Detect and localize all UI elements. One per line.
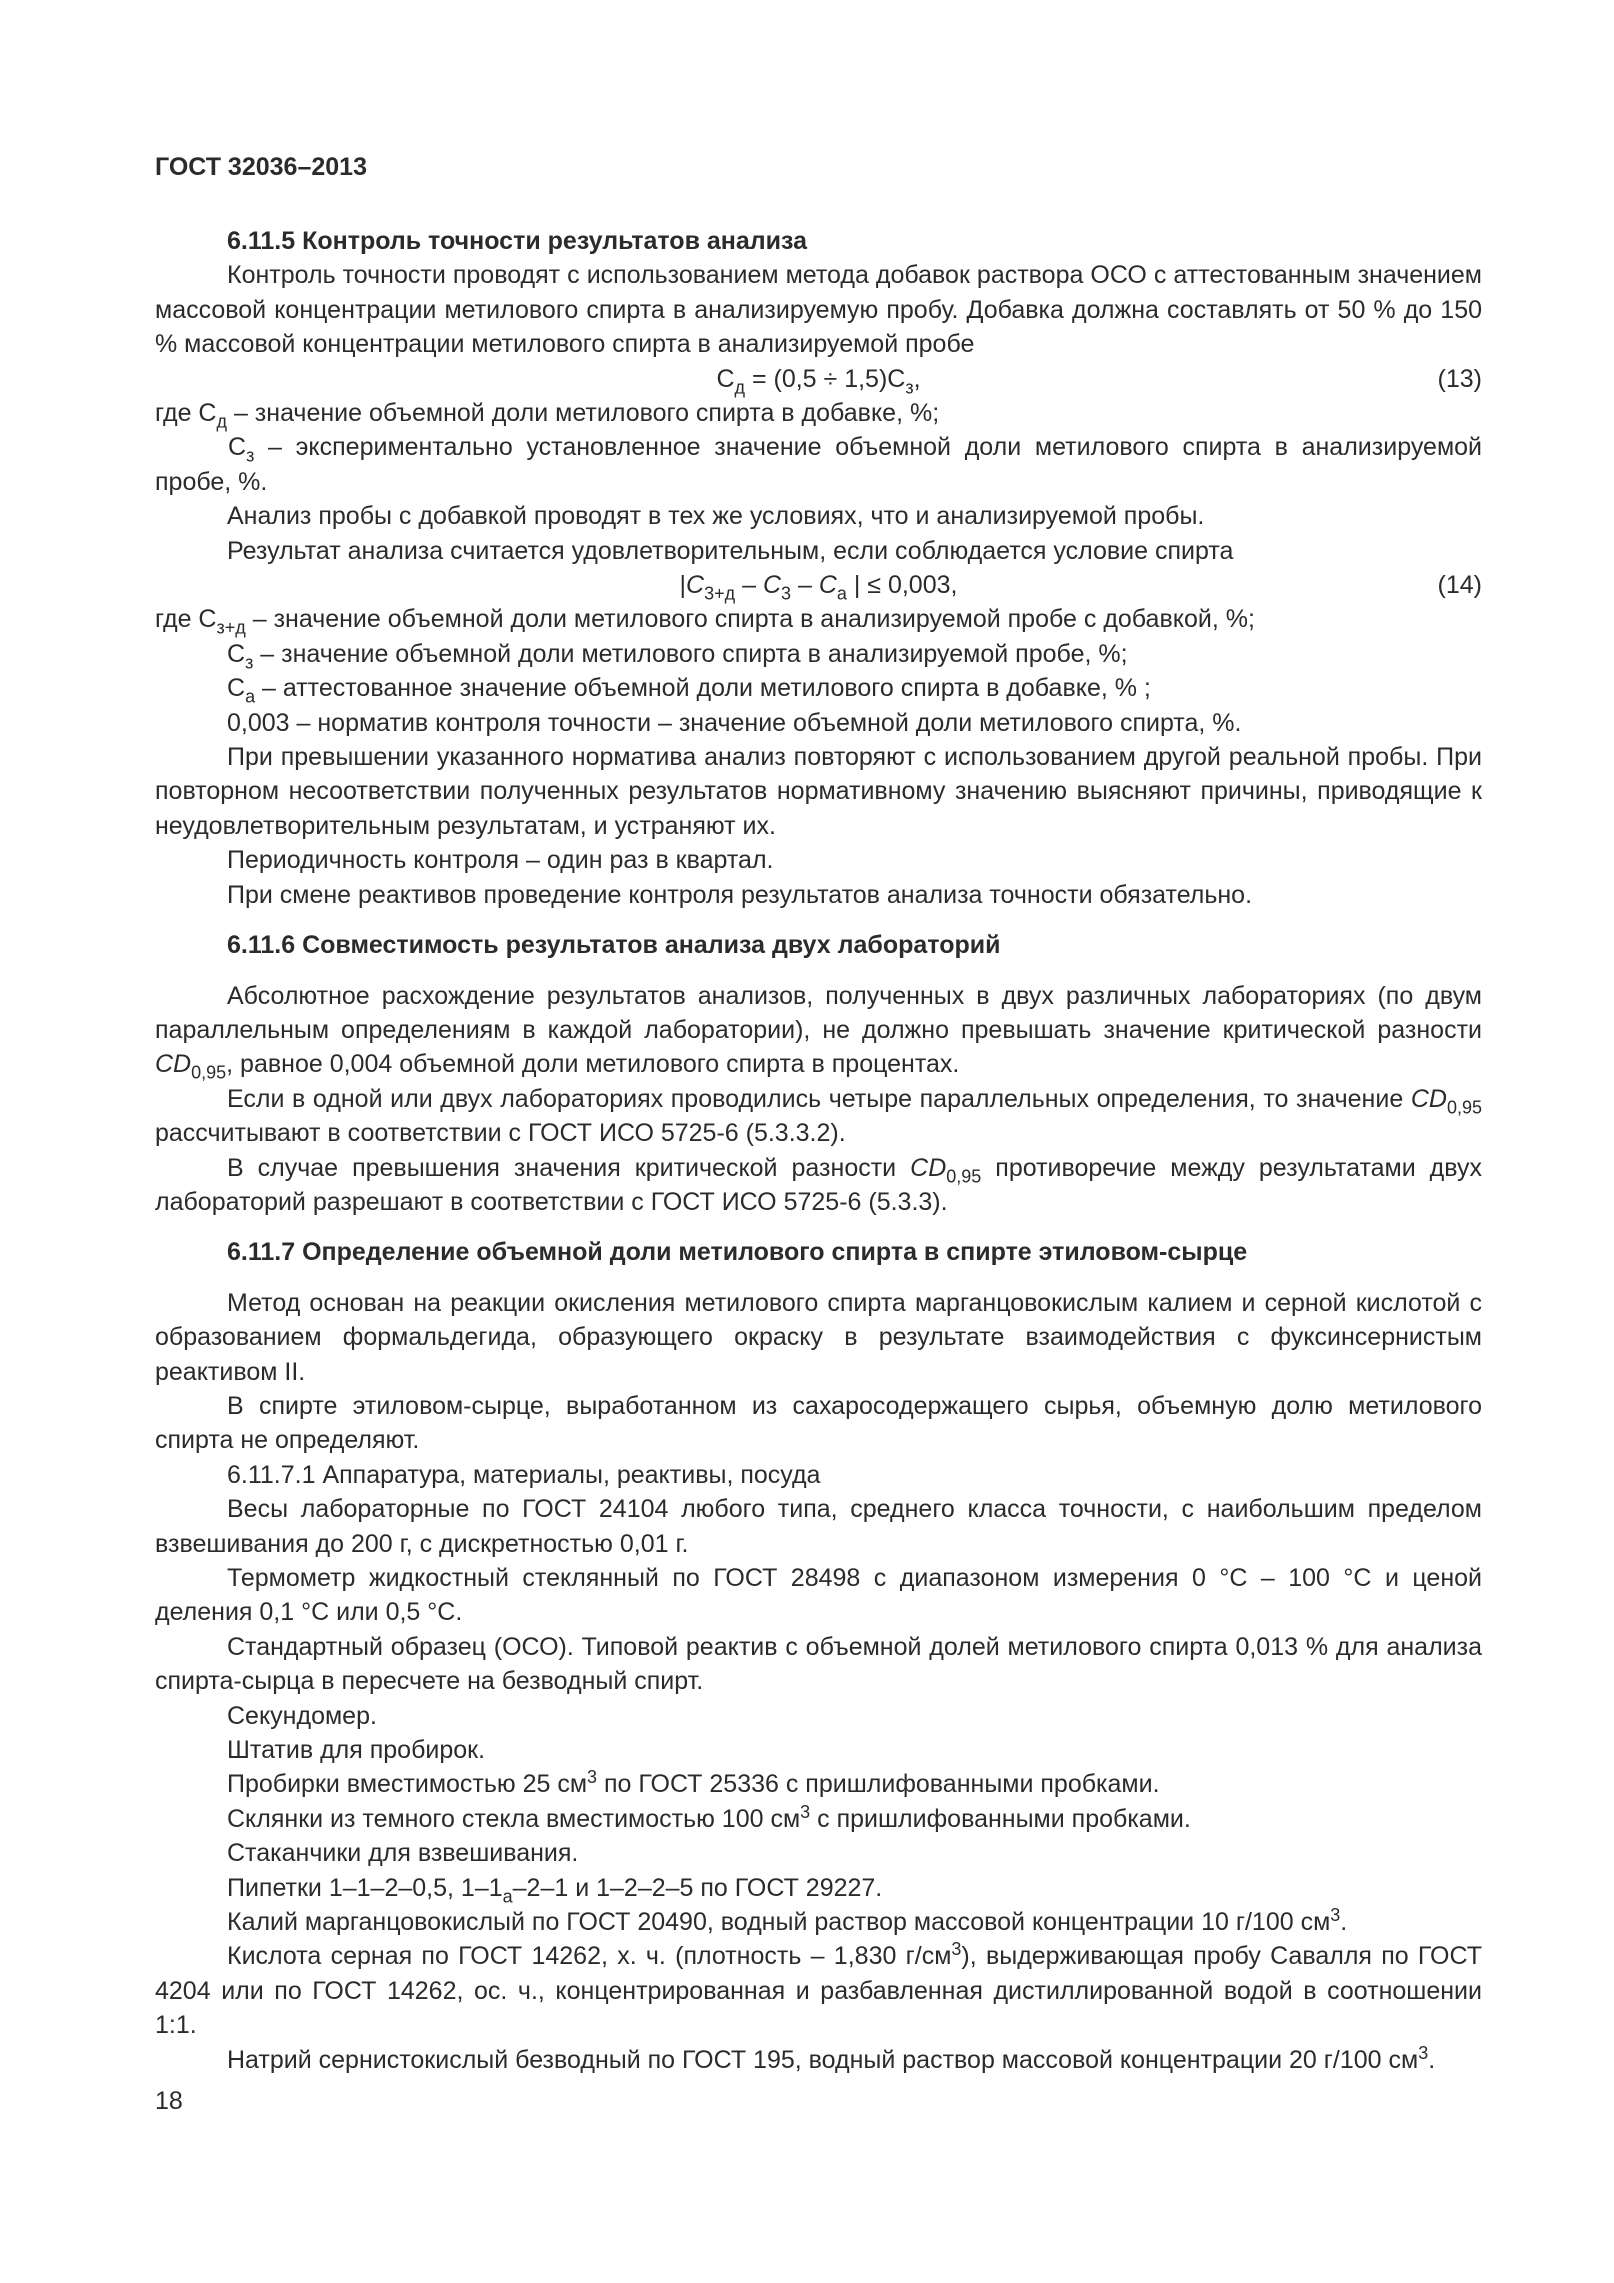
list-item: Склянки из темного стекла вместимостью 100 $см^3$ с пришлифованными пробками. <box>227 1801 1191 1833</box>
list-item: Термометр жидкостный стеклянный по ГОСТ 28498 с диапазоном измерения 0 °С – 100 °С и ценой деления 0,1 °С или 0,5 °С. <box>155 1564 1482 1627</box>
formula-number: (13) <box>1437 364 1482 393</box>
section-heading-6-11-6: 6.11.6 Совместимость результатов анализа двух лабораторий <box>227 931 1001 960</box>
page-number: 18 <box>155 2087 183 2115</box>
list-item: Натрий сернистокислый безводный по ГОСТ 195, водный раствор массовой концентрации 20 г/100 $см^3$. <box>227 2042 1436 2074</box>
list-item: Кислота серная по ГОСТ 14262, х. ч. (плотность – 1,830 $г/см^3$), выдерживающая пробу Савалля по ГОСТ 4204 или по ГОСТ 14262, ос. ч., концентрированная и разбавленная дистиллированной водой в соотношении 1:1. <box>155 1939 1483 2040</box>
list-item: Калий марганцовокислый по ГОСТ 20490, водный раствор массовой концентрации 10 г/100 $см^3$. <box>227 1905 1348 1937</box>
paragraph: Абсолютное расхождение результатов анализов, полученных в двух различных лабораториях (по двум параллельным определениям в каждой лаборатории), не должно превышать значение критической разности $CD_{0,95}$, равное 0,004 объемной доли метилового спирта в процентах. <box>155 981 1482 1083</box>
paragraph: Контроль точности проводят с использованием метода добавок раствора ОСО с аттестованным значением массовой концентрации метилового спирта в анализируемую пробу. Добавка должна составлять от 50 % до 150 % массовой концентрации метилового спирта в анализируемой пробе <box>155 261 1482 359</box>
formula-expression: $С_д = (0,5 \div 1,5)С_з$, <box>716 364 921 397</box>
paragraph: Результат анализа считается удовлетворительным, если соблюдается условие спирта <box>227 536 1234 565</box>
formula-expression: $|C_{3+д} - C_3 - C_a$ | ≤ 0,003, <box>679 571 958 604</box>
paragraph: Если в одной или двух лабораториях проводились четыре параллельных определения, то значение $CD_{0,95}$ рассчитывают в соответствии с ГОСТ ИСО 5725-6 (5.3.3.2). <box>155 1084 1482 1148</box>
paragraph: При превышении указанного норматива анализ повторяют с использованием другой реальной пробы. При повторном несоответствии полученных результатов нормативному значению выясняют причины, приводящие к неудовлетворительным результатам, и устраняют их. <box>155 743 1482 840</box>
list-item: Стаканчики для взвешивания. <box>227 1839 579 1868</box>
formula-14 <box>155 568 1482 602</box>
paragraph: Анализ пробы с добавкой проводят в тех же условиях, что и анализируемой пробы. <box>227 502 1205 531</box>
definition-item: где $С_д$ – значение объемной доли метилового спирта в добавке, %; <box>155 399 940 432</box>
paragraph: В спирте этиловом-сырце, выработанном из сахаросодержащего сырья, объемную долю метилового спирта не определяют. <box>155 1391 1482 1455</box>
list-item: Пробирки вместимостью 25 $см^3$ по ГОСТ 25336 с пришлифованными пробками. <box>227 1767 1160 1799</box>
definition-item: $С_а$ – аттестованное значение объемной доли метилового спирта в добавке, % ; <box>227 674 1151 707</box>
paragraph: Периодичность контроля – один раз в квартал. <box>227 846 774 875</box>
definition-item: 0,003 – норматив контроля точности – значение объемной доли метилового спирта, %. <box>227 708 1242 737</box>
formula-number: (14) <box>1437 571 1482 600</box>
list-item: Стандартный образец (ОСО). Типовой реактив с объемной долей метилового спирта 0,013 % для анализа спирта-сырца в пересчете на безводный спирт. <box>155 1632 1482 1696</box>
subsection-heading: 6.11.7.1 Аппаратура, материалы, реактивы, посуда <box>227 1460 821 1489</box>
definition-item: где $С_{з+д}$ – значение объемной доли метилового спирта в анализируемой пробе с добавкой, %; <box>155 605 1255 638</box>
definition-item: $С_з$ – значение объемной доли метилового спирта в анализируемой пробе, %; <box>227 639 1128 673</box>
definition-item: $С_з$ – экспериментально установленное значение объемной доли метилового спирта в анализируемой пробе, %. <box>155 433 1482 496</box>
section-heading-6-11-7: 6.11.7 Определение объемной доли метилового спирта в спирте этиловом-сырце <box>227 1238 1248 1267</box>
list-item: Штатив для пробирок. <box>227 1736 486 1765</box>
list-item: Пипетки 1–1–2–0,5, $1-1_а-2-1$ и 1–2–2–5 по ГОСТ 29227. <box>227 1873 883 1906</box>
formula-13 <box>155 362 1482 396</box>
paragraph: Метод основан на реакции окисления метилового спирта марганцовокислым калием и серной кислотой с образованием формальдегида, образующего окраску в результате взаимодействия с фуксинсернистым реактивом II. <box>155 1288 1482 1386</box>
document-body <box>155 224 1482 2077</box>
document-header: ГОСТ 32036–2013 <box>155 153 367 181</box>
section-heading-6-11-5: 6.11.5 Контроль точности результатов анализа <box>227 227 808 255</box>
list-item: Секундомер. <box>227 1701 377 1730</box>
list-item: Весы лабораторные по ГОСТ 24104 любого типа, среднего класса точности, с наибольшим пределом взвешивания до 200 г, с дискретностью 0,01 г. <box>155 1495 1482 1558</box>
paragraph: В случае превышения значения критической разности $CD_{0,95}$ противоречие между результатами двух лабораторий разрешают в соответствии с ГОСТ ИСО 5725-6 (5.3.3). <box>155 1153 1482 1216</box>
paragraph: При смене реактивов проведение контроля результатов анализа точности обязательно. <box>227 880 1253 909</box>
